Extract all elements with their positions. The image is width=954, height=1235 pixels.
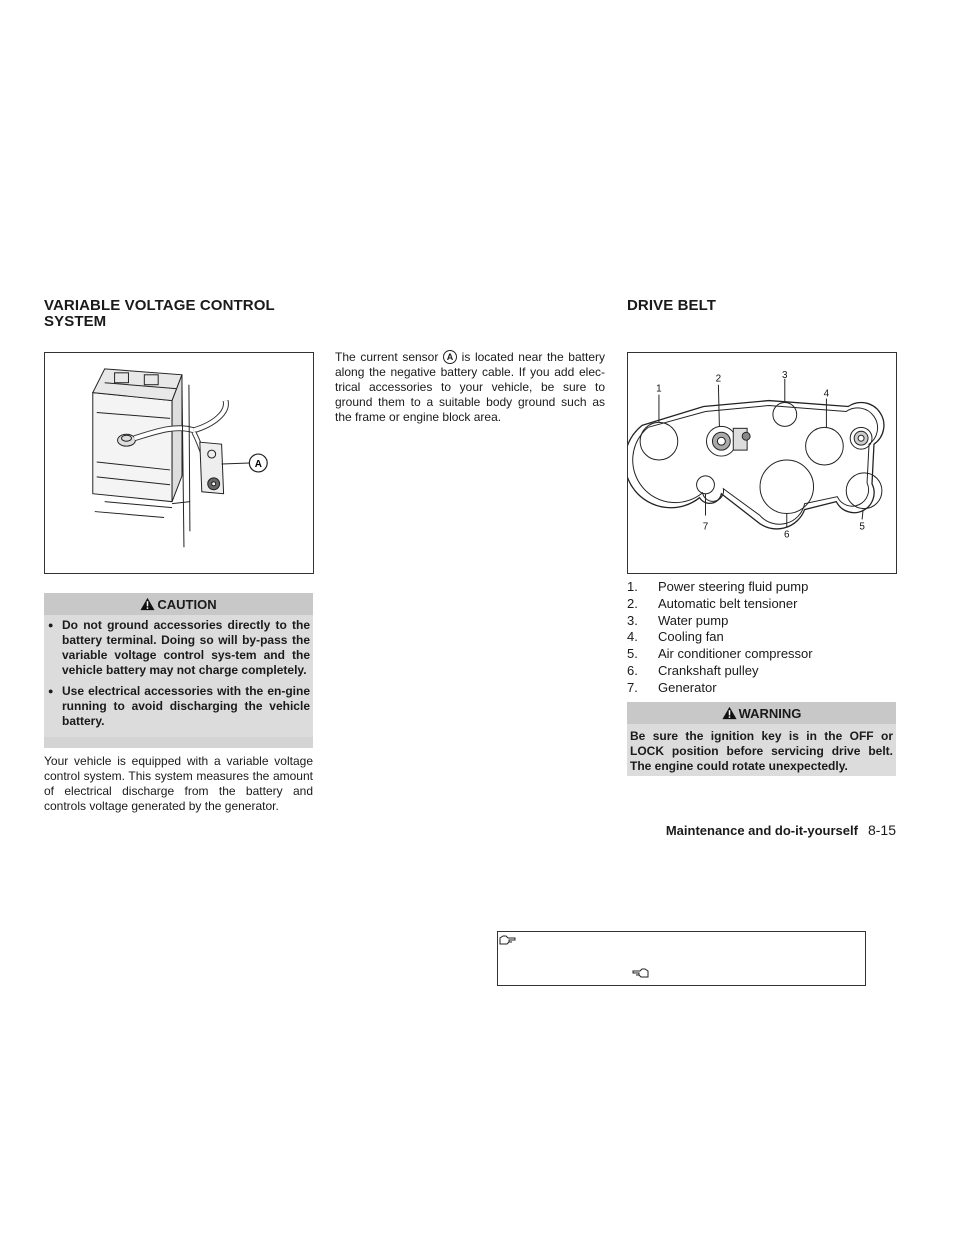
page-number: 8-15	[867, 822, 896, 838]
section-heading-drive-belt: DRIVE BELT	[627, 297, 717, 314]
list-item: 5. Air conditioner compressor	[627, 646, 813, 662]
warning-header	[627, 702, 896, 724]
caution-item: ● Use electrical accessories with the en-gine running to avoid discharging the vehicle battery.	[47, 684, 310, 729]
diagram-label-5: 5	[859, 521, 865, 533]
figure-callout-a: A	[254, 458, 262, 470]
drive-belt-figure	[627, 352, 897, 574]
caution-box	[44, 593, 313, 748]
warning-text: Be sure the ignition key is in the OFF or LOCK position before servicing drive belt. The engine could rotate unexpectedly.	[627, 724, 896, 776]
warning-box	[627, 702, 896, 776]
drive-belt-diagram	[628, 353, 896, 573]
sensor-text-before: The current sensor	[335, 350, 439, 364]
battery-sensor-figure	[44, 352, 314, 574]
diagram-label-2: 2	[715, 373, 722, 385]
caution-header	[44, 593, 313, 615]
list-item: 4. Cooling fan	[627, 629, 724, 645]
warning-title: WARNING	[738, 705, 802, 721]
warning-triangle-icon	[140, 597, 155, 611]
caution-item: ● Do not ground accessories directly to the battery terminal. Doing so will by-pass the variable voltage control sys-tem and the vehicle battery may not charge completely.	[47, 618, 310, 678]
drive-belt-parts-list	[627, 579, 897, 697]
list-item: 2. Automatic belt tensioner	[627, 595, 798, 611]
diagram-label-3: 3	[782, 369, 788, 381]
page-footer	[640, 822, 896, 838]
list-item: 7. Generator	[627, 679, 717, 695]
list-item: 6. Crankshaft pulley	[627, 662, 759, 678]
diagram-label-4: 4	[823, 388, 830, 400]
caution-list	[47, 618, 310, 729]
warning-triangle-icon	[722, 706, 737, 720]
footer-section: Maintenance and do-it-yourself	[665, 823, 858, 838]
pointing-hand-icon	[631, 967, 649, 979]
caution-title: CAUTION	[157, 596, 217, 612]
diagram-label-7: 7	[702, 521, 709, 533]
pointing-hand-icon	[499, 934, 517, 946]
sensor-text-after: is located near the battery along the negative battery cable. If you add elec-trical accessories to your vehicle, be sure to ground them to a suitable body ground such as the frame or engine block area.	[335, 350, 605, 424]
diagram-label-6: 6	[784, 529, 790, 541]
reference-box	[497, 931, 866, 986]
current-sensor-description	[335, 350, 605, 425]
diagram-label-1: 1	[656, 383, 662, 395]
vvcs-description: Your vehicle is equipped with a variable voltage control system. This system measures the amount of electrical discharge from the battery and controls voltage generated by the generator.	[44, 754, 313, 813]
list-item: 3. Water pump	[627, 612, 729, 628]
list-item: 1. Power steering fluid pump	[627, 579, 809, 594]
battery-illustration	[45, 353, 313, 573]
section-heading-vvcs: VARIABLE VOLTAGE CONTROL SYSTEM	[44, 297, 275, 330]
sensor-marker: A	[443, 350, 457, 364]
